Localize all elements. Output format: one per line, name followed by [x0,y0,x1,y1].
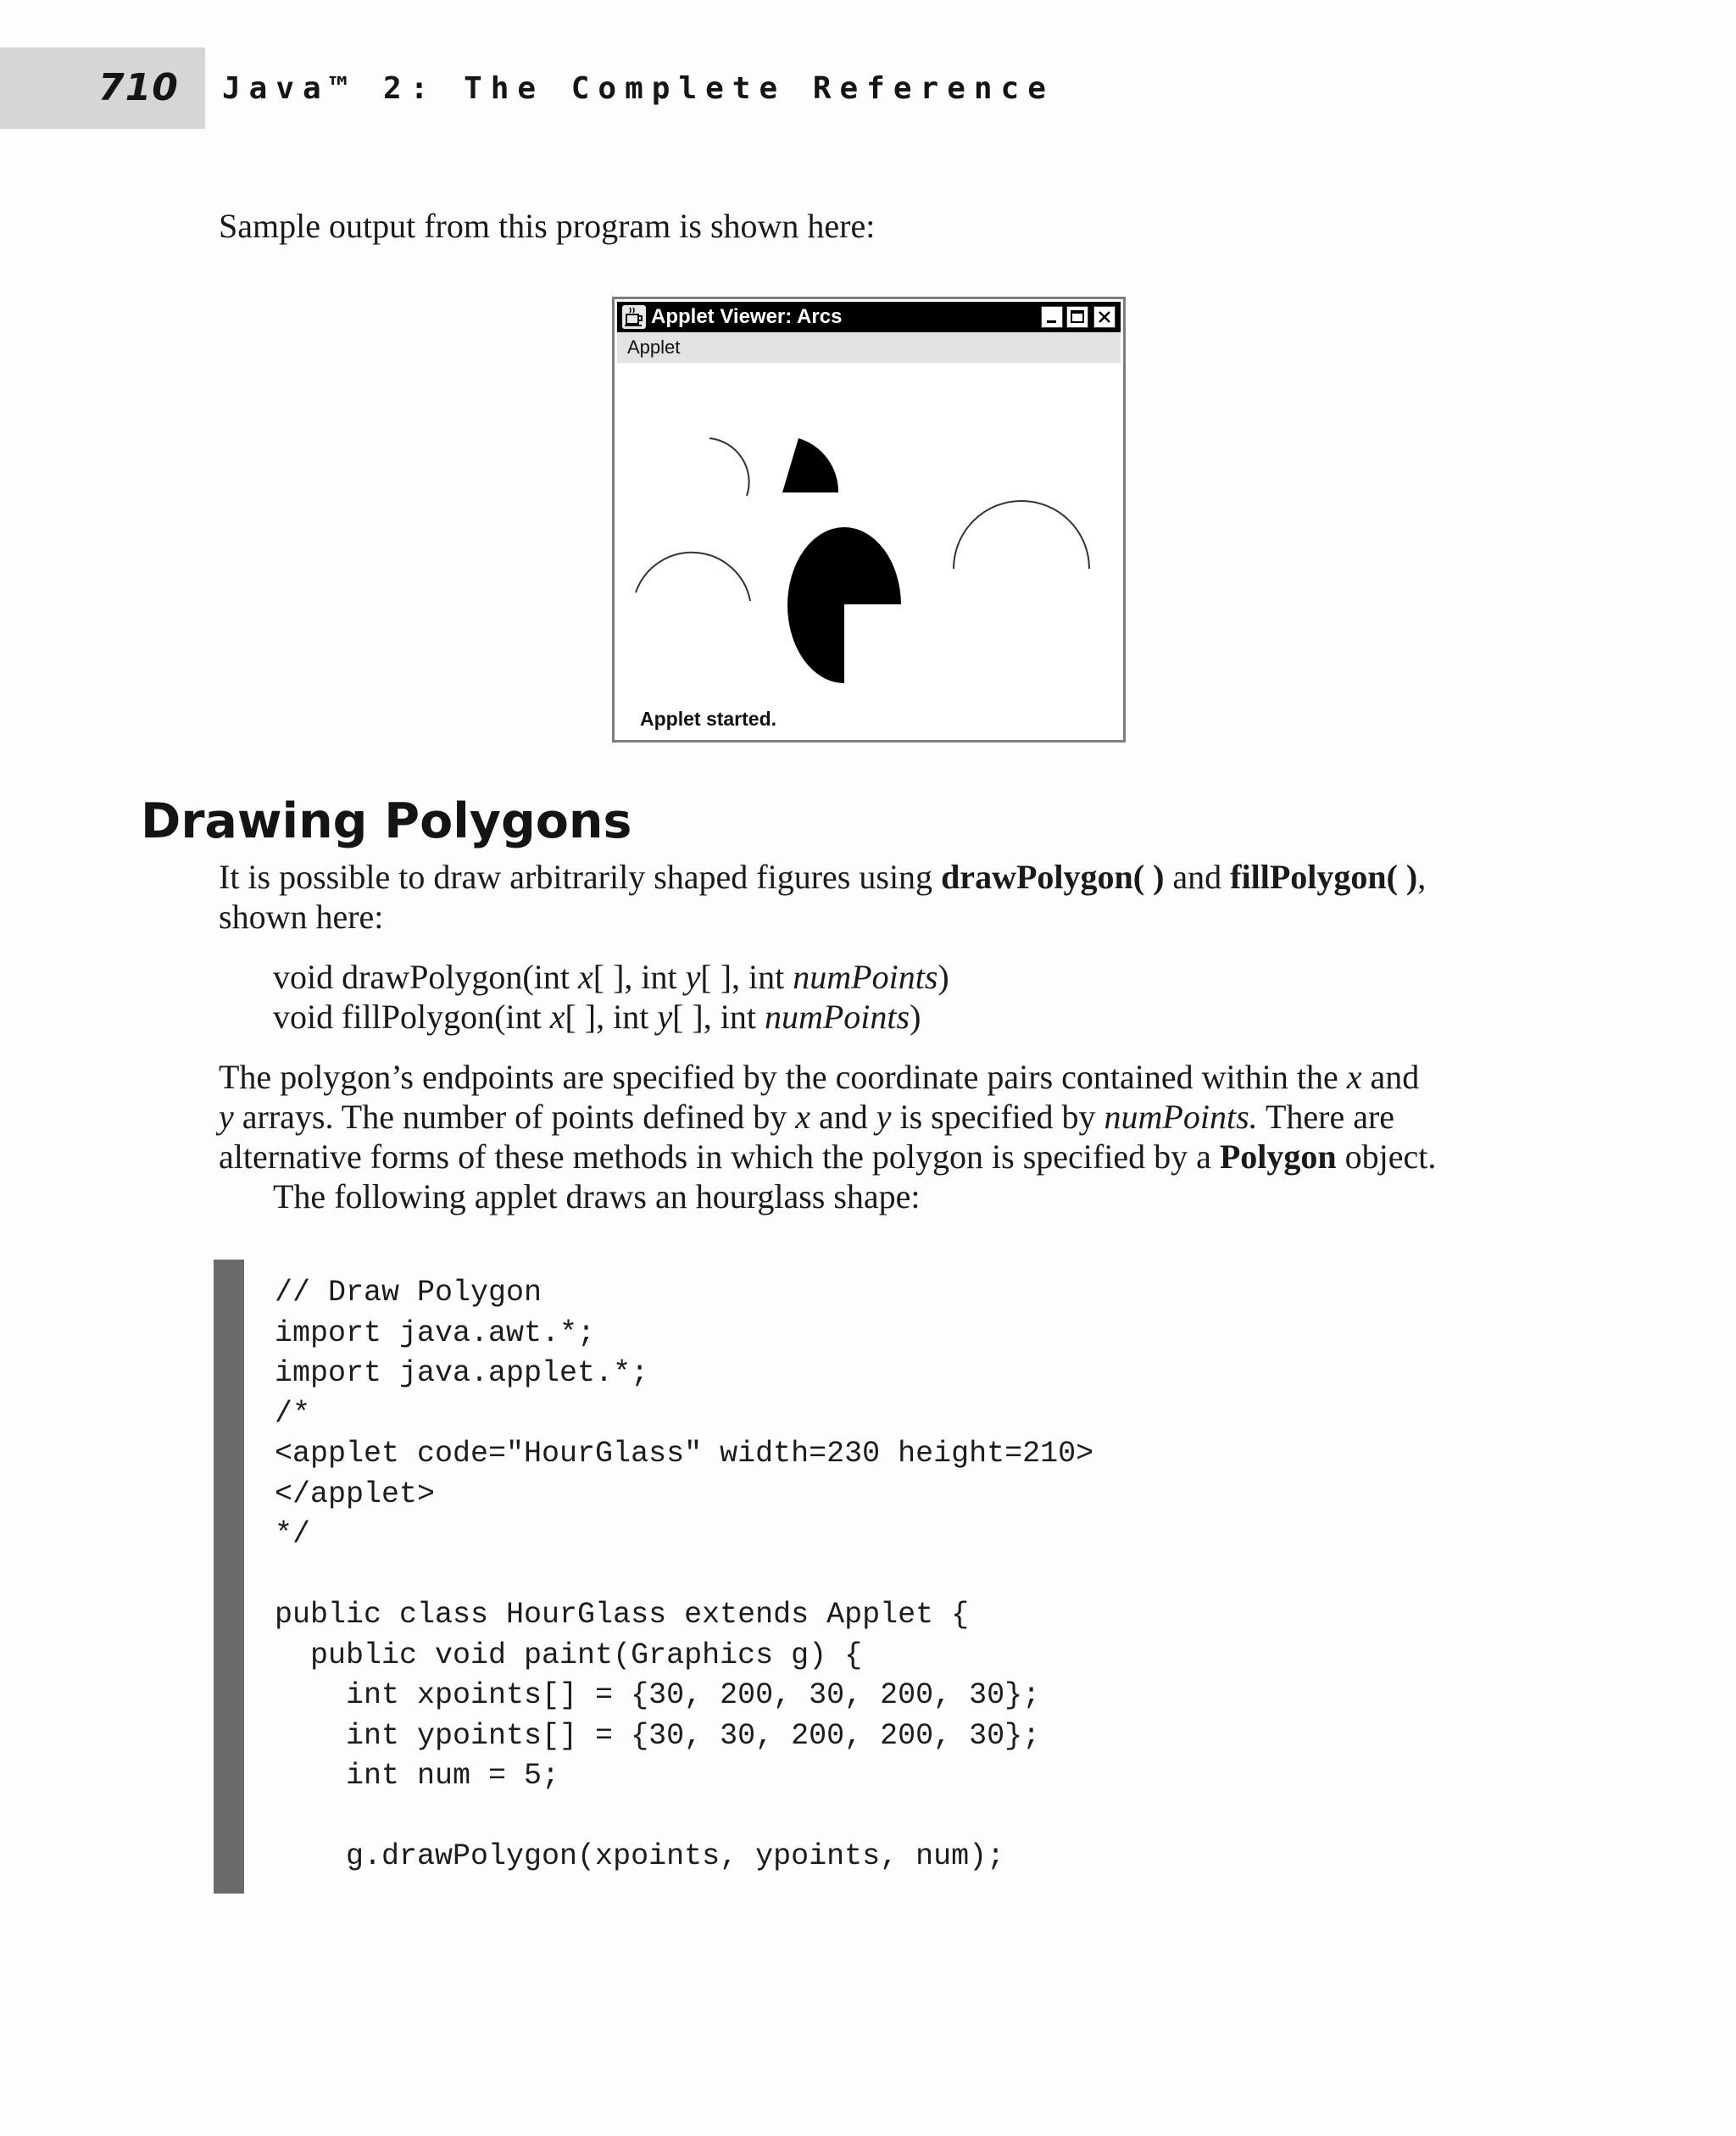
code-listing [275,1273,1093,1877]
applet-viewer-window [612,297,1126,743]
menu-applet: Applet [627,337,681,358]
p1-and: and [1164,858,1231,896]
paragraph-1-line-2: shown here: [219,898,384,936]
sig-text: void fillPolygon(int [273,998,550,1036]
paragraph-2-line-3 [219,1137,1436,1176]
code-line: int num = 5; [275,1759,560,1793]
p2-x: x [1346,1058,1362,1096]
status-bar-text: Applet started. [640,708,777,730]
drawpolygon-method: drawPolygon( ) [941,858,1165,896]
p2-text: alternative forms of these methods in which the polygon is specified by a [219,1138,1220,1176]
fillpolygon-method: fillPolygon( ) [1230,858,1418,896]
code-line: </applet> [275,1477,436,1511]
code-line: public class HourGlass extends Applet { [275,1598,970,1632]
sig-text: [ ], int [672,998,765,1036]
code-line [275,1555,1093,1596]
paragraph-1-line-1 [219,857,1426,897]
signature-drawpolygon [273,957,949,997]
paragraph-3: The following applet draws an hourglass shape: [273,1177,921,1215]
code-sidebar-bar [214,1260,244,1894]
arcs-drawing [615,299,1123,740]
code-line: import java.applet.*; [275,1356,649,1390]
running-title: Java™ 2: The Complete Reference [222,71,1054,106]
arc-small [709,438,749,496]
p2-text: object. [1336,1138,1437,1176]
p1-comma: , [1417,858,1427,896]
sig-text: [ ], int [565,998,658,1036]
p2-text: is specified by [891,1098,1104,1136]
code-line: // Draw Polygon [275,1276,542,1310]
p2-y: y [219,1098,234,1136]
param-y: y [685,958,701,996]
intro-text: Sample output from this program is shown here: [219,207,876,245]
sig-text: [ ], int [700,958,793,996]
code-line [275,1797,1093,1838]
section-heading: Drawing Polygons [141,793,632,849]
param-numpoints: numPoints [793,958,938,996]
p2-text: and [810,1098,876,1136]
p2-text: and [1361,1058,1420,1096]
code-line: g.drawPolygon(xpoints, ypoints, num); [275,1839,1005,1873]
sig-text: ) [910,998,921,1036]
window-title: Applet Viewer: Arcs [651,305,843,328]
paragraph-2-line-2 [219,1097,1394,1137]
code-line: */ [275,1517,311,1551]
param-x: x [549,998,565,1036]
code-line: public void paint(Graphics g) { [275,1638,863,1672]
p1-text: It is possible to draw arbitrarily shaped figures using [219,858,942,896]
code-line: /* [275,1396,311,1431]
sig-text: void drawPolygon(int [273,958,578,996]
p2-x: x [795,1098,810,1136]
code-line: <applet code="HourGlass" width=230 height=210> [275,1437,1094,1471]
p2-numpoints: numPoints. [1104,1098,1258,1136]
param-x: x [577,958,593,996]
arc-right [954,501,1089,569]
sig-text: [ ], int [593,958,686,996]
code-line: int xpoints[] = {30, 200, 30, 200, 30}; [275,1678,1041,1712]
filled-arc-large [787,527,901,683]
param-numpoints: numPoints [764,998,910,1036]
p2-text: There are [1257,1098,1395,1136]
p2-y: y [876,1098,892,1136]
p2-text: arrays. The number of points defined by [233,1098,796,1136]
page-number: 710 [98,66,179,109]
p2-text: The polygon’s endpoints are specified by the coordinate pairs contained within the [219,1058,1347,1096]
signature-fillpolygon [273,997,921,1037]
arc-left [636,553,750,601]
polygon-class: Polygon [1219,1138,1337,1176]
paragraph-2-line-1 [219,1057,1419,1097]
code-line: import java.awt.*; [275,1316,596,1350]
param-y: y [657,998,673,1036]
filled-arc-wedge [782,438,838,492]
sig-text: ) [938,958,949,996]
code-line: int ypoints[] = {30, 30, 200, 200, 30}; [275,1718,1041,1753]
